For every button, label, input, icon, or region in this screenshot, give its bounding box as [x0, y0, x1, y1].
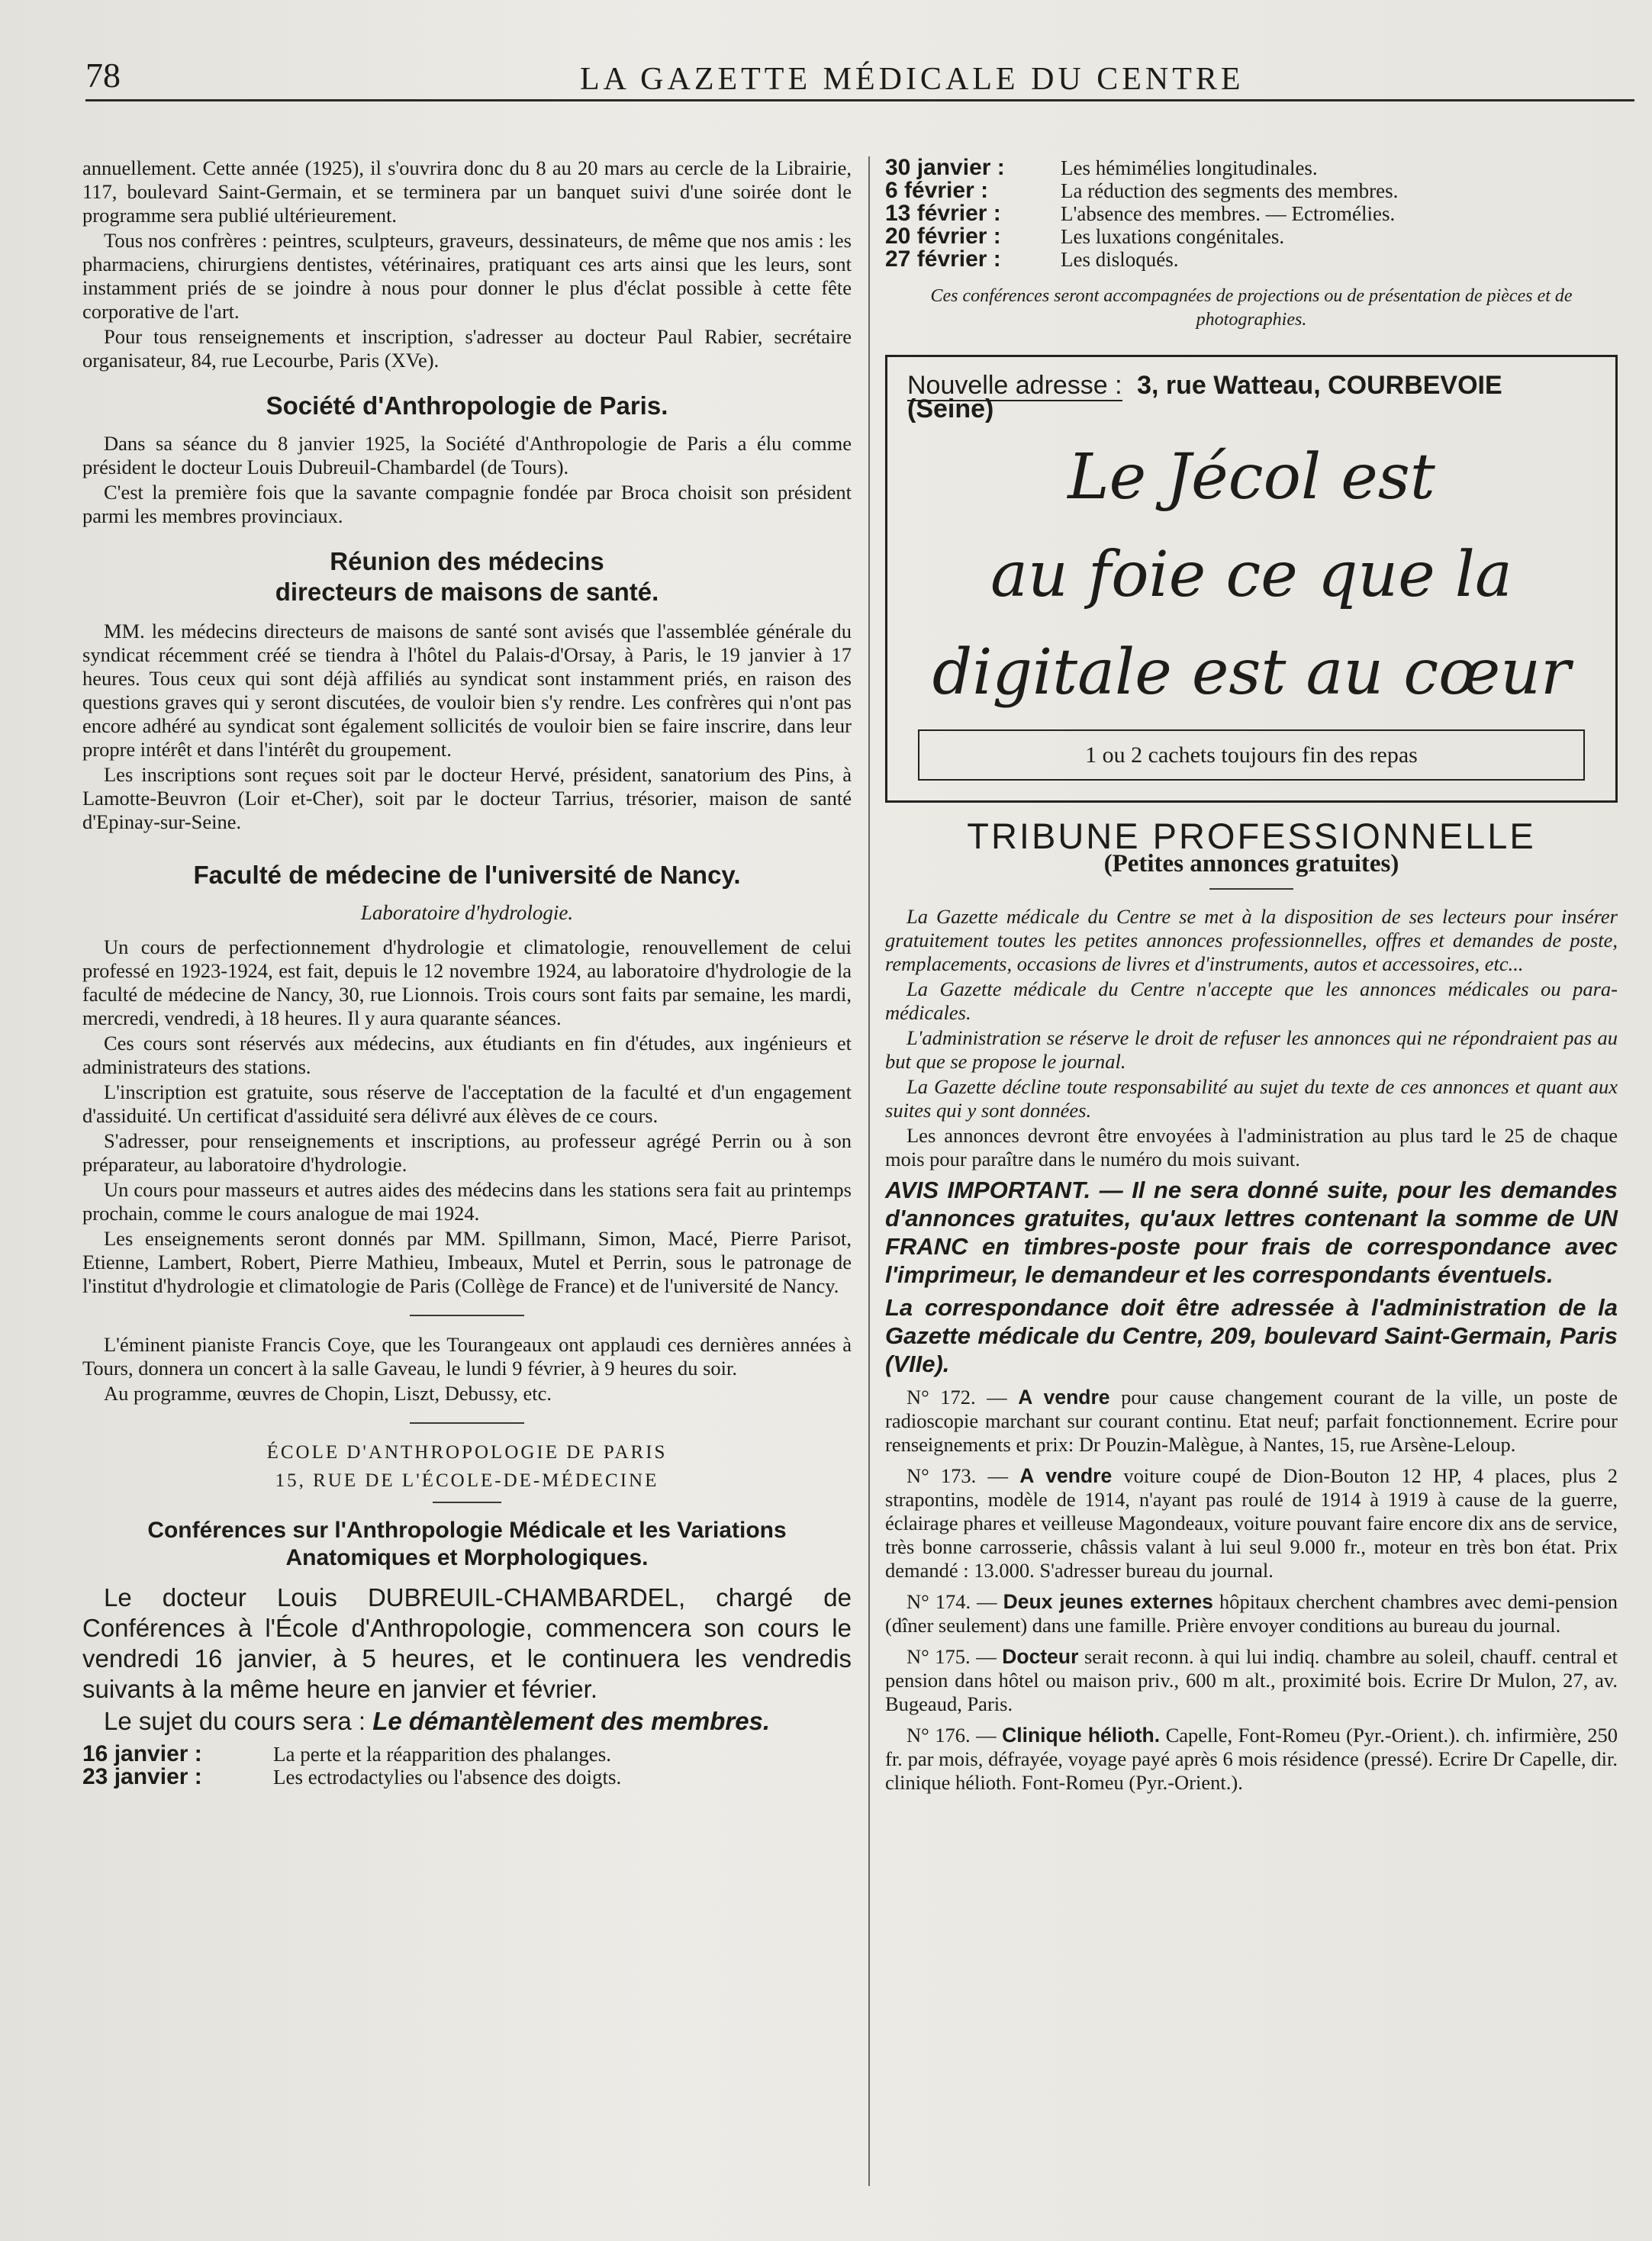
ad-heading: Deux jeunes externes	[1003, 1590, 1213, 1613]
anthropology-society-heading: Société d'Anthropologie de Paris.	[266, 391, 668, 420]
reunion-heading-line: directeurs de maisons de santé.	[275, 578, 659, 606]
ad-number: N° 172. —	[907, 1386, 1007, 1409]
reunion-heading-line: Réunion des médecins	[330, 547, 604, 575]
ad-number: N° 175. —	[907, 1645, 997, 1668]
tribune-paragraph: La Gazette médicale du Centre se met à la disposition de ses lecteurs pour insérer gratuitement toutes les petites annonces professionnelles, offres et demandes de poste, remplacements, occasions de livres et d'instruments, autos et accessoires, etc...	[885, 905, 1618, 975]
schedule-topic: La perte et la réapparition des phalanges.	[273, 1743, 612, 1766]
ad-heading: Docteur	[1002, 1645, 1079, 1668]
schedule-topic: Les luxations congénitales.	[1061, 225, 1285, 248]
schedule-note: Ces conférences seront accompagnées de projections ou de présentation de pièces et de photographies.	[930, 286, 1573, 330]
schedule-topic: La réduction des segments des membres.	[1061, 179, 1399, 202]
important-notice: AVIS IMPORTANT. — Il ne sera donné suite, pour les demandes d'annonces gratuites, qu'aux lettres contenant la somme de UN FRANC en timbres-poste pour frais de correspondance avec l'imprimeur, le demandeur et les correspondants éventuels.	[885, 1177, 1618, 1288]
classified-ad	[885, 1464, 1618, 1583]
conferences-topic-line	[82, 1706, 852, 1737]
section-separator	[410, 1315, 524, 1316]
tribune-paragraph: L'administration se réserve le droit de refuser les annonces qui ne répondraient pas au but que se propose le journal.	[885, 1026, 1618, 1073]
left-column	[82, 156, 852, 1789]
nancy-faculty-heading: Faculté de médecine de l'université de Nancy.	[193, 861, 741, 889]
nancy-paragraph: L'inscription est gratuite, sous réserve de l'acceptation de la faculté et d'un engagement d'assiduité. Un certificat d'assiduité sera délivré aux élèves de ce cours.	[82, 1080, 852, 1127]
schedule-topic: L'absence des membres. — Ectromélies.	[1061, 202, 1396, 225]
concert-paragraph: Au programme, œuvres de Chopin, Liszt, Debussy, etc.	[104, 1382, 552, 1405]
ad-number: N° 176. —	[907, 1724, 997, 1747]
ad-text: pour cause changement courant de la ville, un poste de radioscopie marchant sur courant continu. Etat neuf; parfait fonctionnement. Ecrire pour renseignements et prix: Dr Pouzin-Malègue, à Nantes, 15, rue Arsène-Leloup.	[885, 1386, 1618, 1456]
schedule-left	[82, 1743, 852, 1789]
right-column	[885, 156, 1618, 1796]
ecole-name: ÉCOLE D'ANTHROPOLOGIE DE PARIS	[266, 1442, 668, 1463]
anthropology-paragraph: C'est la première fois que la savante compagnie fondée par Broca choisit son président parmi les membres provinciaux.	[82, 481, 852, 527]
nancy-paragraph: Les enseignements seront donnés par MM. Spillmann, Simon, Macé, Pierre Parisot, Etienne, Lambert, Robert, Pierre Mathieu, Imbeaux, Mutel et Perrin, sous le patronage de l'institut d'hydrologie et climatologie de Paris (Collège de France) et de l'université de Nancy.	[82, 1227, 852, 1297]
intro-paragraph: Pour tous renseignements et inscription, s'adresser au docteur Paul Rabier, secrétaire organisateur, 84, rue Lecourbe, Paris (XVe).	[82, 325, 852, 372]
schedule-date: 13 février :	[885, 201, 1001, 226]
ad-dosage: 1 ou 2 cachets toujours fin des repas	[918, 729, 1585, 781]
reunion-paragraph: MM. les médecins directeurs de maisons de santé sont avisés que l'assemblée générale du syndicat récemment créé se tiendra à l'hôtel du Palais-d'Orsay, à Paris, le 19 janvier à 17 heures. Tous ceux qui sont déjà affiliés au syndicat sont instamment priés, en raison des questions graves qui y seront discutées, de vouloir bien s'y rendre. Les confrères qui n'ont pas encore adhéré au syndicat sont également sollicités de vouloir bien se faire inscrire, dans leur propre intérêt et dans l'intérêt du groupement.	[82, 620, 852, 761]
tribune-paragraph: Les annonces devront être envoyées à l'administration au plus tard le 25 de chaque mois pour paraître dans le numéro du mois suivant.	[885, 1124, 1618, 1170]
tribune-subheading: (Petites annonces gratuites)	[1103, 850, 1399, 877]
nancy-paragraph: Un cours de perfectionnement d'hydrologie et climatologie, renouvellement de celui professé en 1923-1924, est fait, depuis le 12 novembre 1924, au laboratoire d'hydrologie de la faculté de médecine de Nancy, 30, rue Lionnois. Trois cours sont faits par semaine, les mardi, mercredi, vendredi, à 18 heures. Il y aura quarante séances.	[82, 935, 852, 1029]
section-separator	[410, 1422, 524, 1424]
reunion-paragraph: Les inscriptions sont reçues soit par le docteur Hervé, président, sanatorium des Pins, à Lamotte-Beuvron (Loir et-Cher), soit par le docteur Tarrius, trésorier, maison de santé d'Epinay-sur-Seine.	[82, 763, 852, 833]
reunion-heading	[82, 546, 852, 607]
running-title: LA GAZETTE MÉDICALE DU CENTRE	[580, 62, 1245, 97]
schedule-date: 23 janvier :	[82, 1764, 202, 1789]
classified-ad	[885, 1590, 1618, 1637]
ad-number: N° 173. —	[907, 1464, 1009, 1487]
correspondence-notice: La correspondance doit être adressée à l'administration de la Gazette médicale du Centre, 209, boulevard Saint-Germain, Paris (VIIe).	[885, 1294, 1618, 1377]
ad-text: Capelle, Font-Romeu (Pyr.-Orient.). ch. infirmière, 250 fr. par mois, défrayée, voyage payé après 6 mois résidence (pressé). Ecrire Dr Capelle, dir. clinique hélioth. Font-Romeu (Pyr.-Orient.).	[885, 1724, 1618, 1794]
section-separator	[433, 1502, 501, 1503]
ad-slogan-line: digitale est au cœur	[932, 636, 1571, 709]
conferences-heading: Conférences sur l'Anthropologie Médicale et les Variations Anatomiques et Morphologiques.	[147, 1518, 787, 1570]
schedule-date: 27 février :	[885, 246, 1001, 272]
ad-heading: Clinique hélioth.	[1002, 1724, 1161, 1747]
tribune-paragraph: La Gazette médicale du Centre n'accepte que les annonces médicales ou para-médicales.	[885, 977, 1618, 1024]
schedule-date: 30 janvier :	[885, 155, 1005, 180]
ad-address: 3, rue Watteau, COURBEVOIE (Seine)	[907, 371, 1502, 423]
conferences-paragraph: Le docteur Louis DUBREUIL-CHAMBARDEL, chargé de Conférences à l'École d'Anthropologie, commencera son cours le vendredi 16 janvier, à 5 heures, et le continuera les vendredis suivants à la même heure en janvier et février.	[82, 1583, 852, 1703]
conferences-topic-lead: Le sujet du cours sera :	[104, 1707, 366, 1735]
ad-text: serait reconn. à qui lui indiq. chambre au soleil, chauff. central et pension dans hôtel ou maison priv., 600 m alt., proximité bois. Ecrire Dr Mulon, 27, av. Bugeaud, Paris.	[885, 1645, 1618, 1715]
ad-text: voiture coupé de Dion-Bouton 12 HP, 4 places, plus 2 strapontins, modèle de 1914, n'ayant pas roulé de 1914 à 1919 à cause de la guerre, éclairage phares et veilleuse Magondeaux, voiture pouvant faire encore dix ans de service, très bonne carrosserie, châssis valant à lui seul 9.000 fr., moteur en très bon état. Prix demandé : 13.000. S'adresser bureau du journal.	[885, 1464, 1618, 1582]
conferences-topic: Le démantèlement des membres.	[372, 1707, 771, 1735]
classified-ad	[885, 1386, 1618, 1457]
schedule-topic: Les ectrodactylies ou l'absence des doigts.	[273, 1766, 622, 1789]
ad-heading: A vendre	[1019, 1464, 1113, 1487]
ad-address-line	[907, 371, 1596, 423]
nancy-subheading: Laboratoire d'hydrologie.	[360, 901, 574, 924]
page-number: 78	[85, 56, 121, 95]
ad-address-label: Nouvelle adresse :	[907, 371, 1122, 400]
schedule-topic: Les hémimélies longitudinales.	[1061, 156, 1318, 179]
nancy-paragraph: Ces cours sont réservés aux médecins, aux étudiants en fin d'études, aux ingénieurs et administrateurs des stations.	[82, 1032, 852, 1078]
ecole-address: 15, RUE DE L'ÉCOLE-DE-MÉDECINE	[275, 1470, 659, 1491]
section-separator	[1209, 888, 1293, 890]
intro-paragraph: Tous nos confrères : peintres, sculpteurs, graveurs, dessinateurs, de même que nos amis : les pharmaciens, chirurgiens dentistes, vétérinaires, pratiquant ces arts ainsi que les leurs, sont instamment priés de se joindre à nous pour donner le plus d'éclat possible à cette fête corporative de l'art.	[82, 229, 852, 323]
schedule-date: 6 février :	[885, 178, 989, 203]
nancy-paragraph: Un cours pour masseurs et autres aides des médecins dans les stations sera fait au printemps prochain, comme le cours analogue de mai 1924.	[82, 1178, 852, 1225]
anthropology-paragraph: Dans sa séance du 8 janvier 1925, la Société d'Anthropologie de Paris a élu comme président le docteur Louis Dubreuil-Chambardel (de Tours).	[82, 432, 852, 478]
nancy-paragraph: S'adresser, pour renseignements et inscriptions, au professeur agrégé Perrin ou à son préparateur, au laboratoire d'hydrologie.	[82, 1129, 852, 1176]
column-divider	[868, 156, 870, 2186]
classified-ad	[885, 1645, 1618, 1716]
schedule-date: 20 février :	[885, 224, 1001, 249]
schedule-topic: Les disloqués.	[1061, 248, 1179, 271]
ad-text: hôpitaux cherchent chambres avec demi-pension (dîner seulement) dans une famille. Prière envoyer conditions au bureau du journal.	[885, 1590, 1618, 1637]
concert-paragraph: L'éminent pianiste Francis Coye, que les Tourangeaux ont applaudi ces dernières années à Tours, donnera un concert à la salle Gaveau, le lundi 9 février, à 9 heures du soir.	[82, 1333, 852, 1380]
header-rule	[85, 99, 1634, 101]
tribune-paragraph: La Gazette décline toute responsabilité au sujet du texte de ces annonces et quant aux suites qui y sont données.	[885, 1075, 1618, 1122]
ad-number: N° 174. —	[907, 1590, 997, 1613]
ad-slogan	[907, 429, 1596, 722]
tribune-heading: TRIBUNE PROFESSIONNELLE	[967, 816, 1536, 856]
intro-paragraph: annuellement. Cette année (1925), il s'ouvrira donc du 8 au 20 mars au cercle de la Librairie, 117, boulevard Saint-Germain, et se terminera par un banquet suivi d'une soirée dont le programme sera publié ultérieurement.	[82, 156, 852, 227]
schedule-right	[885, 156, 1618, 271]
ad-slogan-line: au foie ce que la	[990, 539, 1512, 611]
schedule-date: 16 janvier :	[82, 1741, 202, 1766]
jecol-advertisement	[885, 355, 1618, 803]
ad-heading: A vendre	[1018, 1386, 1110, 1409]
ad-slogan-line: Le Jécol est	[1068, 441, 1435, 514]
classified-ad	[885, 1724, 1618, 1795]
